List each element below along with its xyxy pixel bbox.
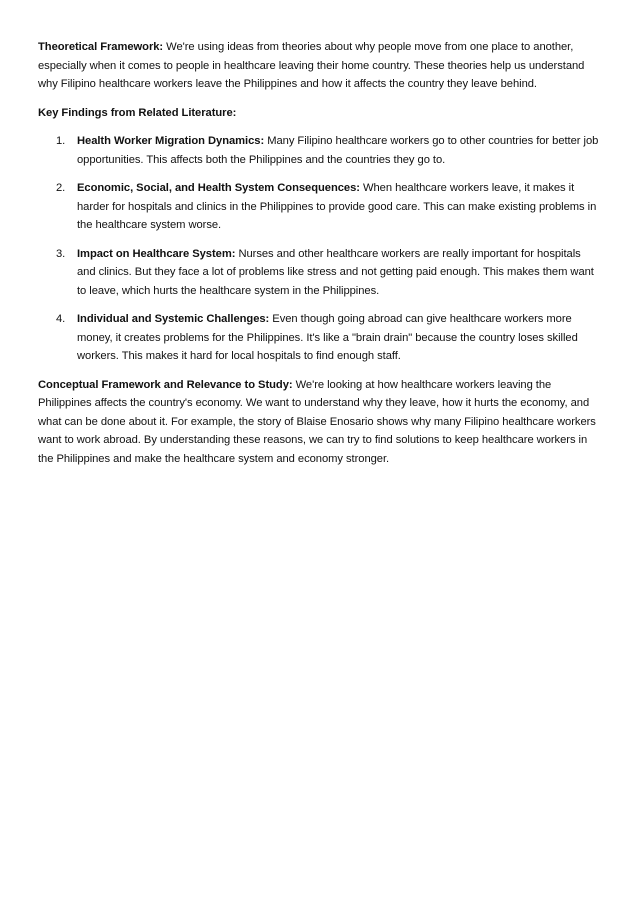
conceptual-framework-label: Conceptual Framework and Relevance to Study: [38,378,293,391]
theoretical-framework-paragraph [38,38,600,94]
list-item-label: Economic, Social, and Health System Consequences: [77,182,360,194]
theoretical-framework-label: Theoretical Framework: [38,41,164,53]
list-item [38,310,600,366]
list-item-number: 1. [56,135,66,147]
list-item-label: Health Worker Migration Dynamics: [77,135,265,147]
list-item [38,132,600,169]
list-item-label: Impact on Healthcare System: [77,247,236,260]
key-findings-heading: Key Findings from Related Literature: [38,106,237,119]
list-item [38,179,600,235]
list-item-number: 4. [56,313,66,325]
theoretical-framework-text: We're using ideas from theories about why people move from one place to another, especially when it comes to people in healthcare leaving their home country. These theories help us understand why Filipino healthcare workers leave the Philippines and how it affects the country they leave behind. [38,41,585,90]
list-item-number: 3. [56,247,66,260]
list-item-text: When healthcare workers leave, it makes it harder for hospitals and clinics in the Philippines to provide good care. This can make existing problems in the healthcare system worse. [77,182,597,231]
list-item-number: 2. [56,182,66,194]
list-item-text: Even though going abroad can give healthcare workers more money, it creates problems for the Philippines. It's like a "brain drain" because the country loses skilled workers. This makes it hard for local hospitals to find enough staff. [77,313,578,362]
list-item [38,245,600,301]
document-page [38,38,600,478]
findings-list [38,132,600,366]
conceptual-framework-text: We're looking at how healthcare workers leaving the Philippines affects the country's economy. We want to understand why they leave, how it hurts the economy, and what can be done about it. For example, the story of Blaise Enosario shows why many Filipino healthcare workers want to work abroad. By understanding these reasons, we can try to find solutions to keep healthcare workers in the Philippines and make the healthcare system and economy stronger. [38,378,596,465]
list-item-text: Many Filipino healthcare workers go to other countries for better job opportunities. This affects both the Philippines and the countries they go to. [77,135,599,166]
list-item-label: Individual and Systemic Challenges: [77,313,270,325]
conceptual-framework-paragraph [38,376,600,469]
list-item-text: Nurses and other healthcare workers are really important for hospitals and clinics. But they face a lot of problems like stress and not getting paid enough. This makes them want to leave, which hurts the healthcare system in the Philippines. [77,247,594,297]
